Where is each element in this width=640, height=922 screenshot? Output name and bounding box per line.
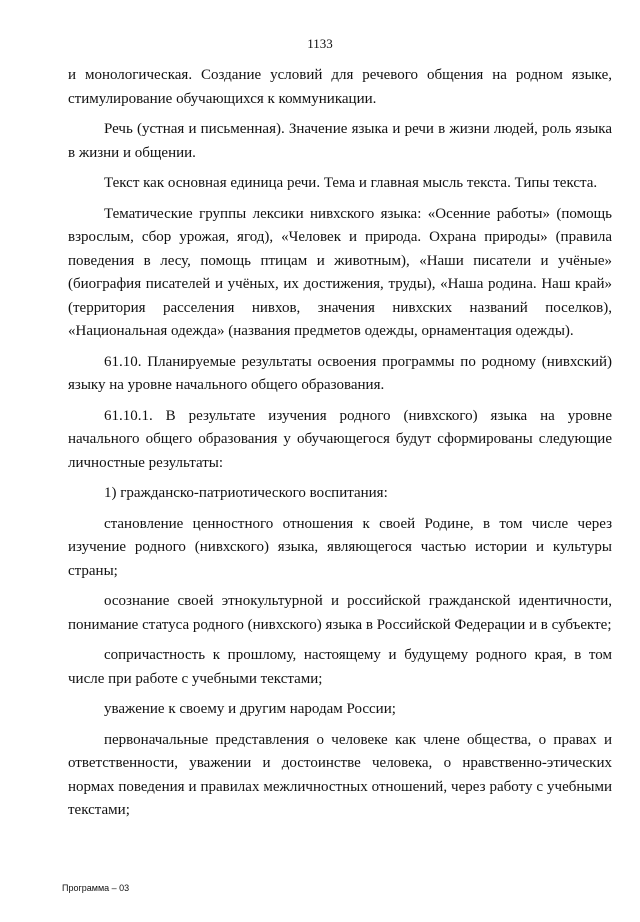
paragraph: 1) гражданско-патриотического воспитания:	[104, 485, 388, 501]
paragraph: Тематические группы лексики нивхского языка: «Осенние работы» (помощь взрослым, сбор урожая, ягод), «Человек и природа. Охрана природы» (правила поведения в лесу, помощь птицам и животным), «Наши писатели и учёные» (биография писателей и учёных, их достижения, труды), «Наша родина. Наш край» (территория расселения нивхов, значения нивхских названий поселков), «Национальная одежда» (названия предметов одежды, орнаментация одежды).	[68, 205, 612, 339]
footer-label: Программа – 03	[62, 883, 130, 893]
paragraph: Речь (устная и письменная). Значение языка и речи в жизни людей, роль языка в жизни и общении.	[68, 121, 612, 161]
paragraph: Текст как основная единица речи. Тема и главная мысль текста. Типы текста.	[104, 175, 598, 191]
paragraph: осознание своей этнокультурной и российской гражданской идентичности, понимание статуса родного (нивхского) языка в Российской Федерации и в субъекте;	[68, 593, 612, 633]
paragraph: 61.10. Планируемые результаты освоения программы по родному (нивхский) языку на уровне начального общего образования.	[68, 353, 612, 393]
paragraph: уважение к своему и другим народам России;	[104, 701, 396, 717]
paragraph: становление ценностного отношения к своей Родине, в том числе через изучение родного (нивхского) языка, являющегося частью истории и культуры страны;	[68, 515, 612, 579]
page-number: 1133	[307, 36, 333, 51]
document-body	[68, 64, 612, 830]
paragraph: сопричастность к прошлому, настоящему и будущему родного края, в том числе при работе с учебными текстами;	[68, 647, 612, 687]
paragraph: и монологическая. Создание условий для речевого общения на родном языке, стимулирование обучающихся к коммуникации.	[68, 67, 612, 107]
paragraph: первоначальные представления о человеке как члене общества, о правах и ответственности, уважении и достоинстве человека, о нравственно-этических нормах поведения и правилах межличностных отношений, через работу с учебными текстами;	[68, 731, 612, 818]
paragraph: 61.10.1. В результате изучения родного (нивхского) языка на уровне начального общего образования у обучающегося будут сформированы следующие личностные результаты:	[68, 407, 612, 471]
